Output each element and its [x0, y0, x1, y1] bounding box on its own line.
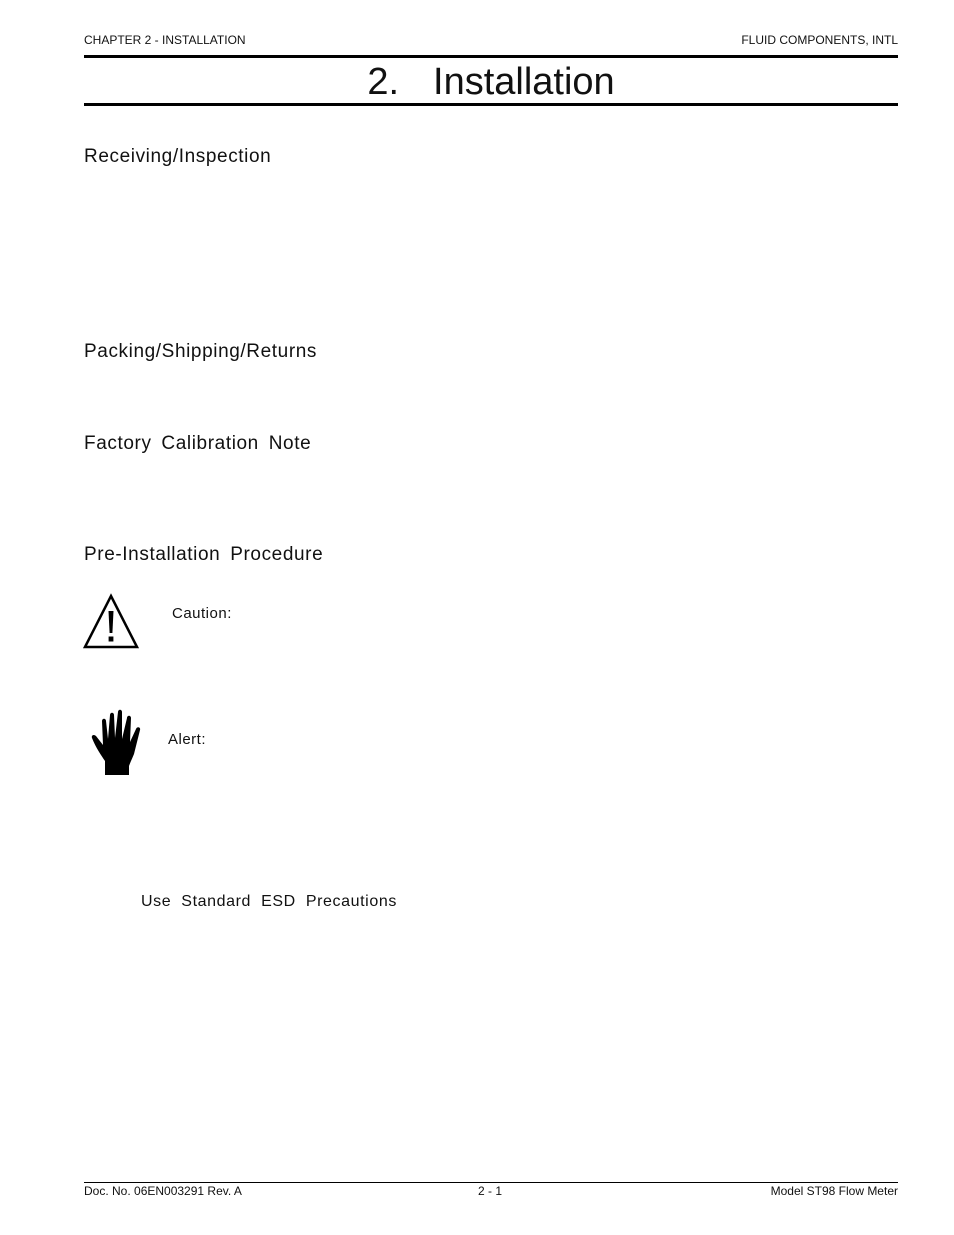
esd-heading: Use Standard ESD Precautions [141, 893, 397, 910]
footer-model: Model ST98 Flow Meter [770, 1184, 898, 1198]
page-title [84, 60, 898, 104]
alert-label: Alert: [168, 731, 207, 748]
chapter-title: Installation [433, 61, 615, 103]
footer-doc-number: Doc. No. 06EN003291 Rev. A [84, 1184, 242, 1198]
warning-triangle-icon [83, 593, 139, 650]
section-heading-receiving: Receiving/Inspection [84, 146, 272, 167]
hand-stop-icon [90, 709, 144, 777]
caution-label: Caution: [172, 605, 232, 622]
header-rule [84, 55, 898, 58]
footer-page-number: 2 - 1 [478, 1184, 503, 1198]
title-rule [84, 103, 898, 106]
header-company: FLUID COMPONENTS, INTL [741, 33, 898, 47]
chapter-number: 2. [367, 61, 400, 103]
header-chapter: CHAPTER 2 - INSTALLATION [84, 33, 246, 47]
section-heading-preinstall: Pre-Installation Procedure [84, 544, 324, 565]
section-heading-calibration: Factory Calibration Note [84, 433, 312, 454]
footer-rule [84, 1182, 898, 1183]
section-heading-packing: Packing/Shipping/Returns [84, 341, 318, 362]
